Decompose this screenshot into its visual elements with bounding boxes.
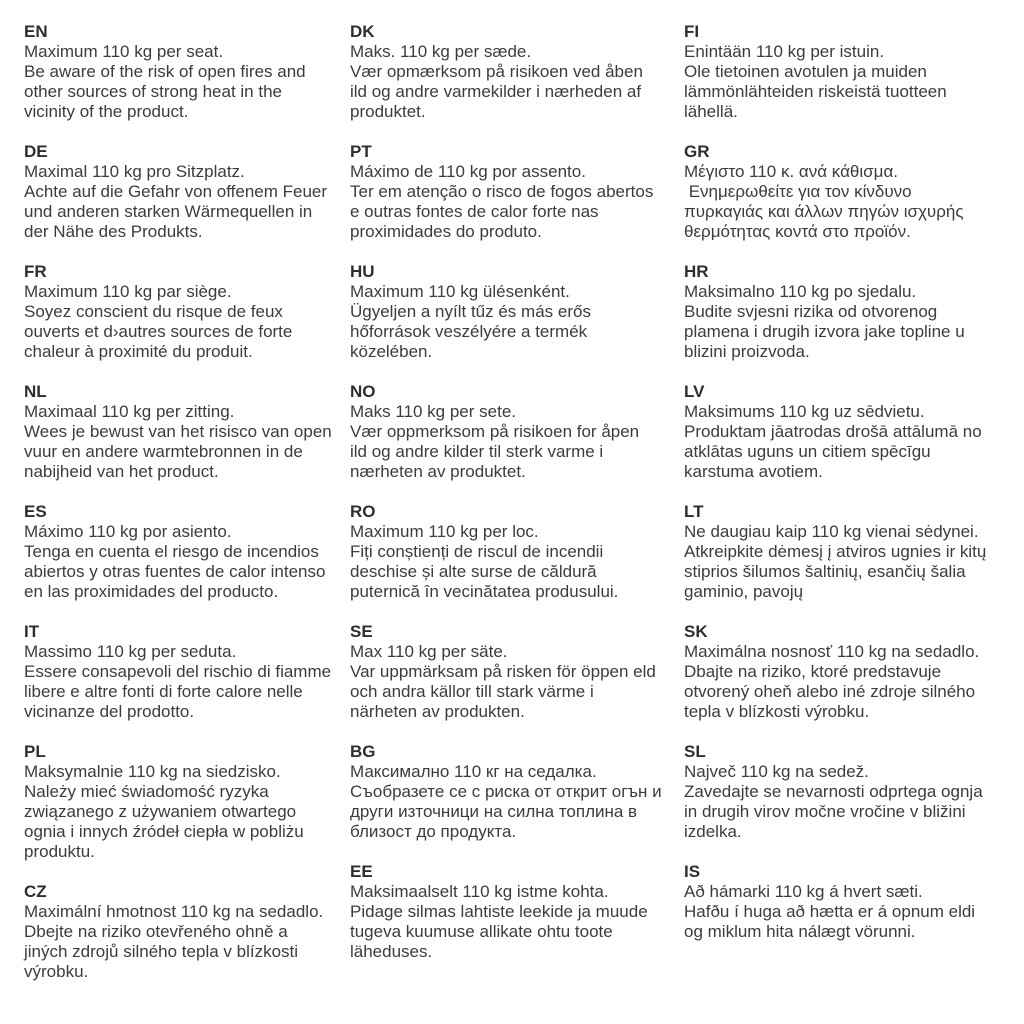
language-code: NL xyxy=(24,382,47,401)
warning-line: produktu. xyxy=(24,842,95,861)
language-block-en xyxy=(24,22,350,122)
warning-line: Ενημερωθείτε για τον κίνδυνο xyxy=(684,182,912,201)
warning-line: Máximo de 110 kg por assento. xyxy=(350,162,586,181)
warning-line: związanego z używaniem otwartego xyxy=(24,802,297,821)
warning-line: Maximum 110 kg par siège. xyxy=(24,282,232,301)
warning-line: nabijheid van het product. xyxy=(24,462,219,481)
warning-line: Vær oppmerksom på risikoen for åpen xyxy=(350,422,640,441)
warning-line: výrobku. xyxy=(24,962,89,981)
language-block-no xyxy=(350,382,684,482)
warning-line: Največ 110 kg na sedež. xyxy=(684,762,869,781)
language-code: CZ xyxy=(24,882,47,901)
warning-line: други източници на силна топлина в xyxy=(350,802,638,821)
warning-line: läheduses. xyxy=(350,942,433,961)
warning-line: Soyez conscient du risque de feux xyxy=(24,302,283,321)
language-code: NO xyxy=(350,382,376,401)
warning-line: produktet. xyxy=(350,102,426,121)
language-code: DE xyxy=(24,142,48,161)
warning-line: Maximum 110 kg per loc. xyxy=(350,522,539,541)
warning-line: närheten av produkten. xyxy=(350,702,525,721)
language-code: SE xyxy=(350,622,373,641)
warning-line: vicinanze del prodotto. xyxy=(24,702,195,721)
warning-line: plamena i drugih izvora jake topline u xyxy=(684,322,965,341)
warning-line: otvorený oheň alebo iné zdroje silného xyxy=(684,682,976,701)
language-block-sk xyxy=(684,622,1024,722)
warning-line: Zavedajte se nevarnosti odprtega ognja xyxy=(684,782,983,801)
column-1 xyxy=(24,22,350,1002)
language-code: IT xyxy=(24,622,40,641)
warning-line: puternică în vecinătatea produsului. xyxy=(350,582,619,601)
warning-line: Að hámarki 110 kg á hvert sæti. xyxy=(684,882,923,901)
language-code: ES xyxy=(24,502,47,521)
language-code: EN xyxy=(24,22,48,41)
warning-line: Maksymalnie 110 kg na siedzisko. xyxy=(24,762,281,781)
warning-line: близост до продукта. xyxy=(350,822,517,841)
language-block-ee xyxy=(350,862,684,962)
warning-line: lähellä. xyxy=(684,102,738,121)
language-code: SL xyxy=(684,742,706,761)
warning-line: hőforrások veszélyére a termék xyxy=(350,322,588,341)
language-code: LT xyxy=(684,502,704,521)
language-block-lv xyxy=(684,382,1024,482)
warning-line: och andra källor till stark värme i xyxy=(350,682,594,701)
warning-line: Budite svjesni rizika od otvorenog xyxy=(684,302,938,321)
warning-line: πυρκαγιάς και άλλων πηγών ισχυρής xyxy=(684,202,964,221)
language-block-dk xyxy=(350,22,684,122)
language-block-pl xyxy=(24,742,350,862)
warning-line: tugeva kuumuse allikate ohtu toote xyxy=(350,922,613,941)
language-code: HU xyxy=(350,262,375,281)
warning-line: Maximum 110 kg ülésenként. xyxy=(350,282,570,301)
column-layout xyxy=(24,22,1020,1002)
language-code: HR xyxy=(684,262,709,281)
warning-line: Ne daugiau kaip 110 kg vienai sėdynei. xyxy=(684,522,979,541)
column-2 xyxy=(350,22,684,982)
warning-line: ild og andre varmekilder i nærheden af xyxy=(350,82,642,101)
warning-line: Максимално 110 кг на седалка. xyxy=(350,762,597,781)
language-code: EE xyxy=(350,862,373,881)
warning-line: atklātas uguns un citiem spēcīgu xyxy=(684,442,931,461)
language-code: FR xyxy=(24,262,47,281)
warning-line: jiných zdrojů silného tepla v blízkosti xyxy=(24,942,299,961)
warning-line: og miklum hita nálægt vörunni. xyxy=(684,922,916,941)
warning-line: Maksimaalselt 110 kg istme kohta. xyxy=(350,882,609,901)
warning-line: proximidades do produto. xyxy=(350,222,542,241)
language-code: SK xyxy=(684,622,708,641)
warning-line: Maksimalno 110 kg po sjedalu. xyxy=(684,282,917,301)
warning-line: Var uppmärksam på risken för öppen eld xyxy=(350,662,656,681)
warning-line: θερμότητας κοντά στο προϊόν. xyxy=(684,222,911,241)
warning-line: tepla v blízkosti výrobku. xyxy=(684,702,870,721)
warning-line: Maks. 110 kg per sæde. xyxy=(350,42,532,61)
warning-line: Maximaal 110 kg per zitting. xyxy=(24,402,235,421)
warning-line: Hafðu í huga að hætta er á opnum eldi xyxy=(684,902,976,921)
language-block-sl xyxy=(684,742,1024,842)
warning-line: Ole tietoinen avotulen ja muiden xyxy=(684,62,927,81)
language-code: RO xyxy=(350,502,376,521)
language-block-bg xyxy=(350,742,684,842)
language-block-it xyxy=(24,622,350,722)
language-block-se xyxy=(350,622,684,722)
warning-line: Vær opmærksom på risikoen ved åben xyxy=(350,62,643,81)
warning-line: Dbajte na riziko, ktoré predstavuje xyxy=(684,662,942,681)
warning-line: izdelka. xyxy=(684,822,742,841)
warning-line: other sources of strong heat in the xyxy=(24,82,282,101)
language-code: GR xyxy=(684,142,710,161)
warning-line: Produktam jāatrodas drošā attālumā no xyxy=(684,422,982,441)
warning-line: Enintään 110 kg per istuin. xyxy=(684,42,885,61)
warning-line: chaleur à proximité du produit. xyxy=(24,342,253,361)
warning-line: gaminio, pavojų xyxy=(684,582,804,601)
column-3 xyxy=(684,22,1024,962)
warning-line: lämmönlähteiden riskeistä tuotteen xyxy=(684,82,947,101)
warning-line: Ter em atenção o risco de fogos abertos xyxy=(350,182,654,201)
warning-line: vicinity of the product. xyxy=(24,102,189,121)
language-code: LV xyxy=(684,382,705,401)
warning-line: Massimo 110 kg per seduta. xyxy=(24,642,237,661)
language-code: PL xyxy=(24,742,46,761)
warning-line: vuur en andere warmtebronnen in de xyxy=(24,442,303,461)
warning-line: ognia i innych źródeł ciepła w pobliżu xyxy=(24,822,304,841)
warning-line: Μέγιστο 110 κ. ανά κάθισμα. xyxy=(684,162,899,181)
warning-line: Wees je bewust van het risisco van open xyxy=(24,422,332,441)
warning-line: Maximálna nosnosť 110 kg na sedadlo. xyxy=(684,642,980,661)
warning-line: Maximum 110 kg per seat. xyxy=(24,42,224,61)
warning-line: Maximální hmotnost 110 kg na sedadlo. xyxy=(24,902,324,921)
warning-line: Maksimums 110 kg uz sēdvietu. xyxy=(684,402,925,421)
warning-line: Dbejte na riziko otevřeného ohně a xyxy=(24,922,288,941)
language-block-es xyxy=(24,502,350,602)
language-code: FI xyxy=(684,22,700,41)
language-block-hr xyxy=(684,262,1024,362)
language-block-is xyxy=(684,862,1024,942)
language-block-fr xyxy=(24,262,350,362)
warning-line: in drugih virov močne vročine v bližini xyxy=(684,802,966,821)
language-block-fi xyxy=(684,22,1024,122)
language-block-gr xyxy=(684,142,1024,242)
language-block-cz xyxy=(24,882,350,982)
language-code: DK xyxy=(350,22,375,41)
warning-line: Pidage silmas lahtiste leekide ja muude xyxy=(350,902,648,921)
warning-line: Achte auf die Gefahr von offenem Feuer xyxy=(24,182,328,201)
warning-line: deschise și alte surse de căldură xyxy=(350,562,597,581)
warning-line: libere e altre fonti di forte calore nelle xyxy=(24,682,303,701)
warning-line: Maks 110 kg per sete. xyxy=(350,402,516,421)
warning-line: der Nähe des Produkts. xyxy=(24,222,203,241)
warning-line: en las proximidades del producto. xyxy=(24,582,279,601)
warning-line: Maximal 110 kg pro Sitzplatz. xyxy=(24,162,245,181)
language-block-nl xyxy=(24,382,350,482)
warning-line: nærheten av produktet. xyxy=(350,462,526,481)
warning-line: abiertos y otras fuentes de calor intenso xyxy=(24,562,326,581)
language-block-ro xyxy=(350,502,684,602)
warning-line: e outras fontes de calor forte nas xyxy=(350,202,599,221)
warning-line: Atkreipkite dėmesį į atviros ugnies ir kitų xyxy=(684,542,987,561)
warning-line: ouverts et d›autres sources de forte xyxy=(24,322,293,341)
warning-line: Ügyeljen a nyílt tűz és más erős xyxy=(350,302,591,321)
warning-line: ild og andre kilder til sterk varme i xyxy=(350,442,604,461)
language-block-hu xyxy=(350,262,684,362)
warning-line: közelében. xyxy=(350,342,433,361)
warning-line: Съобразете се с риска от открит огън и xyxy=(350,782,662,801)
language-code: IS xyxy=(684,862,701,881)
language-block-lt xyxy=(684,502,1024,602)
warning-line: stiprios šilumos šaltinių, esančių šalia xyxy=(684,562,966,581)
warning-line: karstuma avotiem. xyxy=(684,462,823,481)
warning-line: Máximo 110 kg por asiento. xyxy=(24,522,232,541)
language-block-de xyxy=(24,142,350,242)
warning-line: Be aware of the risk of open fires and xyxy=(24,62,306,81)
warning-line: Należy mieć świadomość ryzyka xyxy=(24,782,269,801)
warning-line: Essere consapevoli del rischio di fiamme xyxy=(24,662,332,681)
warning-line: Fiți conștienți de riscul de incendii xyxy=(350,542,604,561)
warning-line: Max 110 kg per säte. xyxy=(350,642,508,661)
language-code: PT xyxy=(350,142,372,161)
warning-line: Tenga en cuenta el riesgo de incendios xyxy=(24,542,319,561)
language-code: BG xyxy=(350,742,376,761)
language-block-pt xyxy=(350,142,684,242)
warning-line: blizini proizvoda. xyxy=(684,342,810,361)
warning-line: und anderen starken Wärmequellen in xyxy=(24,202,313,221)
